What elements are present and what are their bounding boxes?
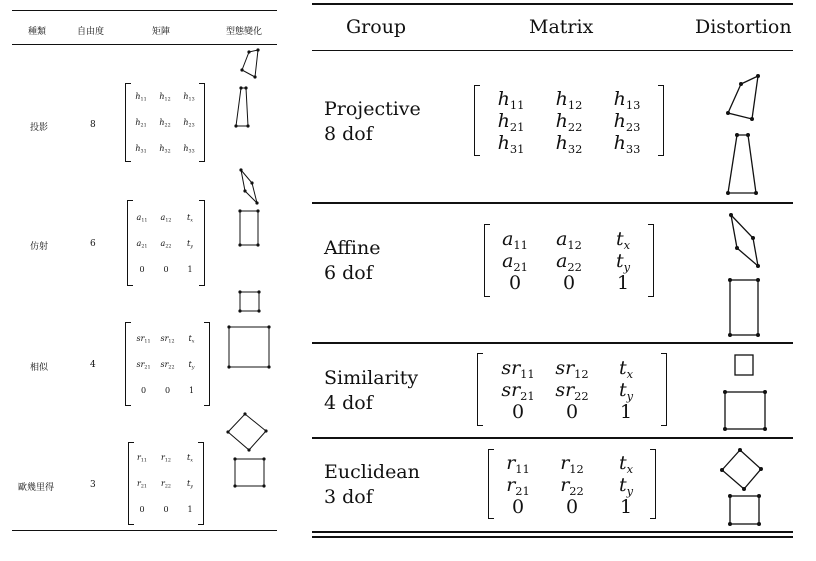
matrix-entry-base: h (135, 92, 141, 101)
matrix-entry-subscript: 12 (567, 237, 582, 252)
matrix-entry-base: h (497, 88, 510, 110)
matrix-entry-base: a (136, 212, 142, 222)
matrix-entry-subscript: 11 (140, 97, 147, 103)
right-euclidean-square (730, 496, 759, 524)
right-euclidean-rotated-square (722, 450, 761, 489)
matrix-entry-subscript: 11 (144, 339, 151, 345)
matrix-entry-subscript: 21 (144, 365, 151, 371)
matrix-entry-base: 0 (508, 272, 522, 294)
matrix-entry-base: a (160, 238, 166, 248)
matrix-entry-base: r (137, 453, 141, 462)
matrix-entry-subscript: 22 (165, 244, 172, 250)
matrix-entry-base: h (159, 118, 165, 127)
matrix-entry-subscript: 22 (164, 123, 171, 129)
matrix-entry-base: r (161, 453, 165, 462)
matrix-entry-base: sr (555, 379, 575, 401)
left-row-euclidean-type: 歐幾里得 (18, 483, 55, 493)
matrix-entry-base: h (135, 144, 141, 153)
matrix-entry-subscript: 12 (164, 458, 171, 464)
matrix-entry-subscript: 33 (625, 141, 641, 156)
matrix-entry-base: h (183, 118, 189, 127)
matrix-entry-subscript: 23 (625, 119, 641, 134)
matrix-entry-base: 0 (511, 401, 525, 423)
matrix-entry-subscript: 22 (569, 483, 584, 498)
matrix-entry-base: 0 (140, 385, 147, 395)
matrix-entry-base: t (187, 238, 191, 248)
matrix-entry-subscript: 22 (574, 388, 589, 403)
matrix-entry-subscript: 21 (520, 388, 535, 403)
right-row-affine-name: Affine (324, 237, 381, 259)
matrix-entry-base: h (159, 92, 165, 101)
matrix-entry-base: h (555, 132, 568, 154)
matrix-entry-subscript: 21 (515, 483, 530, 498)
matrix-entry-subscript: x (626, 366, 634, 381)
matrix-entry-subscript: 22 (567, 259, 582, 274)
matrix-entry-base: a (556, 228, 568, 250)
matrix-entry-subscript: 21 (509, 119, 525, 134)
matrix-entry-base: 1 (619, 495, 633, 518)
matrix-entry-subscript: 32 (164, 149, 171, 155)
matrix-entry-subscript: 11 (515, 461, 530, 476)
right-projective-quad-1 (728, 76, 758, 119)
matrix-entry-base: t (187, 212, 191, 222)
matrix-entry-subscript: y (623, 259, 631, 274)
right-row-affine-dof: 6 dof (324, 262, 373, 284)
matrix-entry-subscript: 22 (168, 365, 175, 371)
matrix-entry-base: 0 (511, 495, 525, 518)
matrix-entry-base: a (556, 250, 568, 272)
matrix-entry-subscript: 12 (574, 366, 589, 381)
matrix-entry-base: r (137, 479, 141, 488)
matrix-entry-base: 0 (163, 264, 169, 274)
matrix-entry-base: r (560, 451, 570, 474)
matrix-entry-base: a (502, 250, 514, 272)
left-row-euclidean-dof: 3 (90, 480, 96, 490)
matrix-entry-base: t (618, 379, 627, 401)
matrix-entry-base: t (618, 451, 627, 474)
matrix-entry-subscript: 31 (509, 141, 525, 156)
left-header-matrix: 矩陣 (152, 27, 171, 37)
matrix-entry-base: h (159, 144, 165, 153)
matrix-entry-subscript: 13 (625, 97, 641, 112)
right-row-euclidean-name: Euclidean (324, 461, 420, 483)
matrix-entry-subscript: 21 (513, 259, 528, 274)
matrix-entry-base: sr (160, 359, 169, 369)
matrix-entry-subscript: 21 (140, 123, 147, 129)
matrix-entry-subscript: 22 (164, 484, 171, 490)
matrix-entry-base: 0 (139, 505, 145, 514)
matrix-entry-subscript: 12 (165, 218, 172, 224)
matrix-entry-base: r (161, 479, 165, 488)
matrix-entry-subscript: y (626, 483, 634, 498)
matrix-entry-base: h (613, 110, 626, 132)
right-row-euclidean-dof: 3 dof (324, 486, 373, 508)
matrix-entry-subscript: 12 (569, 461, 584, 476)
matrix-entry-base: h (555, 110, 568, 132)
matrix-entry-subscript: 11 (140, 458, 147, 464)
matrix-entry-base: 1 (616, 272, 630, 294)
matrix-entry-base: 0 (565, 495, 579, 518)
matrix-entry-base: t (618, 473, 627, 496)
left-header-type: 種類 (28, 27, 47, 37)
matrix-entry-subscript: 22 (567, 119, 583, 134)
matrix-entry-base: 1 (188, 385, 195, 395)
matrix-entry-subscript: 31 (140, 149, 147, 155)
matrix-entry-base: t (615, 228, 624, 250)
matrix-entry-subscript: 12 (164, 97, 171, 103)
matrix-entry-base: 0 (565, 401, 579, 423)
matrix-entry-base: sr (160, 333, 169, 343)
left-row-affine-type: 仿射 (30, 242, 49, 252)
matrix-entry-subscript: 23 (188, 123, 195, 129)
matrix-entry-subscript: 11 (509, 97, 525, 112)
matrix-entry-subscript: 33 (188, 149, 195, 155)
matrix-entry-base: r (506, 473, 516, 496)
matrix-entry-base: sr (501, 379, 521, 401)
matrix-entry-base: t (188, 359, 192, 369)
matrix-entry-base: t (188, 333, 192, 343)
matrix-entry-base: a (136, 238, 142, 248)
matrix-entry-subscript: 12 (168, 339, 175, 345)
matrix-entry-subscript: y (190, 484, 193, 490)
matrix-entry-base: sr (555, 357, 575, 379)
matrix-entry-base: sr (501, 357, 521, 379)
matrix-entry-subscript: 11 (513, 237, 528, 252)
matrix-entry-base: r (560, 473, 570, 496)
left-row-projective-dof: 8 (90, 120, 96, 130)
matrix-entry-base: 0 (163, 505, 169, 514)
matrix-entry-base: 1 (619, 401, 633, 423)
right-similarity-large-square (725, 392, 765, 429)
matrix-entry-subscript: x (191, 339, 195, 345)
left-header-distortion: 型態變化 (226, 27, 263, 37)
matrix-entry-base: h (497, 110, 510, 132)
matrix-entry-subscript: x (190, 218, 193, 224)
matrix-entry-base: a (502, 228, 514, 250)
matrix-entry-subscript: y (191, 365, 195, 371)
right-header-distortion: Distortion (695, 16, 792, 38)
matrix-entry-base: sr (136, 359, 145, 369)
matrix-entry-base: h (135, 118, 141, 127)
left-row-similarity-dof: 4 (90, 360, 96, 370)
matrix-entry-base: t (187, 453, 191, 462)
matrix-entry-base: t (615, 250, 624, 272)
matrix-entry-base: t (618, 357, 627, 379)
matrix-entry-base: r (506, 451, 516, 474)
left-row-affine-dof: 6 (90, 239, 96, 249)
right-projective-trapezoid (728, 135, 756, 193)
matrix-entry-subscript: x (626, 461, 634, 476)
right-header-group: Group (346, 16, 407, 38)
matrix-entry-subscript: x (190, 458, 193, 464)
matrix-entry-subscript: 13 (188, 97, 195, 103)
matrix-entry-base: 0 (562, 272, 576, 294)
right-affine-parallelogram (731, 215, 758, 266)
left-row-similarity-type: 相似 (30, 363, 49, 373)
right-row-projective-dof: 8 dof (324, 123, 373, 145)
left-header-dof: 自由度 (77, 27, 105, 37)
matrix-entry-base: h (497, 132, 510, 154)
right-row-similarity-name: Similarity (324, 367, 419, 389)
matrix-entry-base: h (183, 144, 189, 153)
matrix-entry-base: 1 (187, 505, 193, 514)
left-row-projective-type: 投影 (30, 123, 49, 133)
matrix-entry-subscript: y (626, 388, 634, 403)
matrix-entry-base: 0 (164, 385, 171, 395)
matrix-entry-subscript: x (623, 237, 631, 252)
matrix-entry-subscript: 11 (520, 366, 535, 381)
matrix-entry-subscript: 21 (141, 244, 148, 250)
right-header-matrix: Matrix (529, 16, 594, 38)
matrix-entry-base: a (160, 212, 166, 222)
right-row-projective-name: Projective (324, 98, 421, 120)
matrix-entry-base: h (183, 92, 189, 101)
matrix-entry-subscript: 12 (567, 97, 583, 112)
matrix-entry-base: h (613, 88, 626, 110)
right-similarity-small-square (735, 355, 753, 375)
matrix-entry-subscript: 32 (567, 141, 583, 156)
matrix-entry-base: 1 (187, 264, 193, 274)
matrix-entry-base: sr (136, 333, 145, 343)
matrix-entry-base: t (187, 479, 191, 488)
matrix-entry-subscript: 11 (141, 218, 148, 224)
matrix-entry-base: h (613, 132, 626, 154)
right-affine-rect (730, 280, 758, 335)
matrix-entry-base: h (555, 88, 568, 110)
matrix-entry-base: 0 (139, 264, 145, 274)
matrix-entry-subscript: 21 (140, 484, 147, 490)
matrix-entry-subscript: y (190, 244, 193, 250)
right-row-similarity-dof: 4 dof (324, 392, 373, 414)
